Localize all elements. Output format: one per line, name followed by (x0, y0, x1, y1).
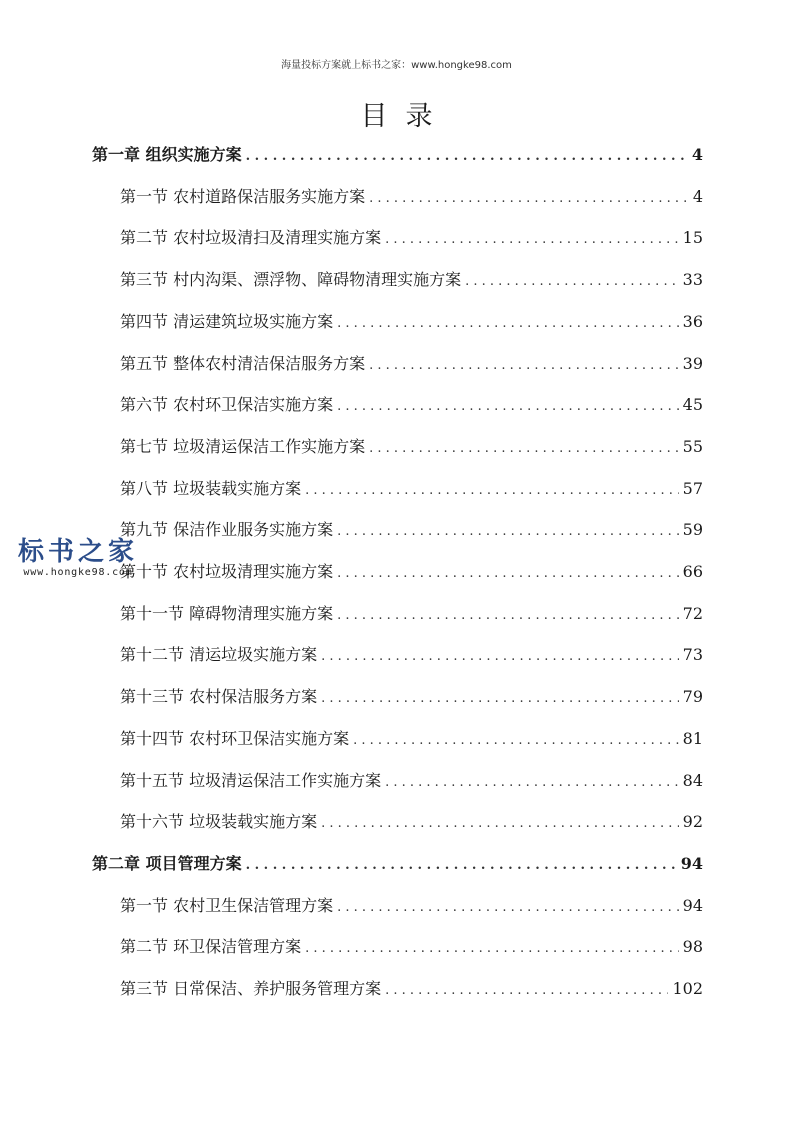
toc-entry-page-number: 98 (682, 937, 703, 956)
toc-section-entry[interactable] (120, 811, 703, 833)
toc-entry-label: 第一节 农村卫生保洁管理方案 (120, 896, 334, 915)
toc-section-entry[interactable] (120, 519, 703, 541)
toc-entry-page-number: 73 (682, 645, 703, 664)
watermark-url: www.hongke98.com (23, 567, 133, 578)
toc-entry-page-number: 81 (682, 729, 703, 748)
toc-section-entry[interactable] (120, 436, 703, 458)
toc-leader-dots (369, 188, 689, 210)
toc-section-entry[interactable] (120, 353, 703, 375)
toc-entry-label: 第十二节 清运垃圾实施方案 (120, 645, 318, 664)
toc-section-entry[interactable] (120, 978, 703, 1000)
toc-leader-dots (337, 396, 679, 418)
toc-entry-page-number: 55 (682, 437, 703, 456)
toc-section-entry[interactable] (120, 394, 703, 416)
toc-section-entry[interactable] (120, 603, 703, 625)
watermark-brand: 标书之家 (17, 537, 138, 567)
toc-entry-page-number: 15 (682, 228, 703, 247)
page-title: 目录 (360, 101, 451, 132)
toc-section-entry[interactable] (120, 227, 703, 249)
toc-entry-label: 第二节 环卫保洁管理方案 (120, 937, 302, 956)
toc-entry-page-number: 94 (680, 854, 703, 873)
toc-entry-label: 第十六节 垃圾装载实施方案 (120, 812, 318, 831)
toc-entry-page-number: 59 (682, 520, 703, 539)
toc-section-entry[interactable] (120, 936, 703, 958)
toc-entry-label: 第二节 农村垃圾清扫及清理实施方案 (120, 228, 382, 247)
toc-entry-page-number: 72 (682, 604, 703, 623)
toc-entry-label: 第八节 垃圾装载实施方案 (120, 479, 302, 498)
toc-leader-dots (246, 146, 688, 168)
toc-section-entry[interactable] (120, 186, 703, 208)
toc-entry-label: 第三节 村内沟渠、漂浮物、障碍物清理实施方案 (120, 270, 462, 289)
toc-leader-dots (385, 980, 668, 1002)
toc-entry-label: 第十一节 障碍物清理实施方案 (120, 604, 334, 623)
toc-leader-dots (305, 480, 679, 502)
toc-section-entry[interactable] (120, 770, 703, 792)
toc-entry-page-number: 84 (682, 771, 703, 790)
toc-section-entry[interactable] (120, 311, 703, 333)
toc-leader-dots (369, 355, 679, 377)
toc-entry-page-number: 57 (682, 479, 703, 498)
page-header: 海量投标方案就上标书之家：www.hongke98.com (281, 60, 512, 71)
toc-leader-dots (321, 646, 679, 668)
toc-chapter-entry[interactable] (92, 144, 703, 166)
toc-entry-label: 第五节 整体农村清洁保洁服务方案 (120, 354, 366, 373)
toc-entry-label: 第十三节 农村保洁服务方案 (120, 687, 318, 706)
toc-leader-dots (321, 813, 679, 835)
toc-section-entry[interactable] (120, 561, 703, 583)
toc-section-entry[interactable] (120, 269, 703, 291)
toc-entry-label: 第一节 农村道路保洁服务实施方案 (120, 187, 366, 206)
toc-leader-dots (369, 438, 679, 460)
toc-section-entry[interactable] (120, 895, 703, 917)
toc-entry-page-number: 66 (682, 562, 703, 581)
toc-section-entry[interactable] (120, 728, 703, 750)
toc-entry-page-number: 94 (682, 896, 703, 915)
toc-entry-page-number: 39 (682, 354, 703, 373)
toc-leader-dots (353, 730, 679, 752)
toc-leader-dots (337, 605, 679, 627)
toc-entry-page-number: 45 (682, 395, 703, 414)
toc-leader-dots (385, 229, 679, 251)
watermark-logo (8, 537, 148, 579)
toc-entry-label: 第九节 保洁作业服务实施方案 (120, 520, 334, 539)
toc-leader-dots (337, 563, 679, 585)
toc-entry-label: 第二章 项目管理方案 (92, 854, 242, 873)
toc-entry-page-number: 92 (682, 812, 703, 831)
toc-leader-dots (337, 313, 679, 335)
toc-entry-label: 第十节 农村垃圾清理实施方案 (120, 562, 334, 581)
toc-entry-page-number: 4 (692, 187, 703, 206)
toc-section-entry[interactable] (120, 686, 703, 708)
toc-leader-dots (305, 938, 679, 960)
toc-leader-dots (385, 772, 679, 794)
toc-leader-dots (337, 897, 679, 919)
toc-entry-label: 第一章 组织实施方案 (92, 145, 242, 164)
toc-section-entry[interactable] (120, 478, 703, 500)
toc-leader-dots (321, 688, 679, 710)
toc-leader-dots (337, 521, 679, 543)
toc-entry-label: 第十五节 垃圾清运保洁工作实施方案 (120, 771, 382, 790)
toc-entry-page-number: 4 (691, 145, 703, 164)
toc-entry-page-number: 33 (682, 270, 703, 289)
toc-entry-label: 第七节 垃圾清运保洁工作实施方案 (120, 437, 366, 456)
toc-chapter-entry[interactable] (92, 853, 703, 875)
toc-entry-label: 第三节 日常保洁、养护服务管理方案 (120, 979, 382, 998)
toc-leader-dots (465, 271, 679, 293)
toc-entry-label: 第四节 清运建筑垃圾实施方案 (120, 312, 334, 331)
toc-entry-label: 第六节 农村环卫保洁实施方案 (120, 395, 334, 414)
toc-entry-page-number: 36 (682, 312, 703, 331)
toc-entry-page-number: 79 (682, 687, 703, 706)
toc-entry-label: 第十四节 农村环卫保洁实施方案 (120, 729, 350, 748)
toc-entry-page-number: 102 (672, 979, 703, 998)
toc-leader-dots (246, 855, 677, 877)
toc-section-entry[interactable] (120, 644, 703, 666)
